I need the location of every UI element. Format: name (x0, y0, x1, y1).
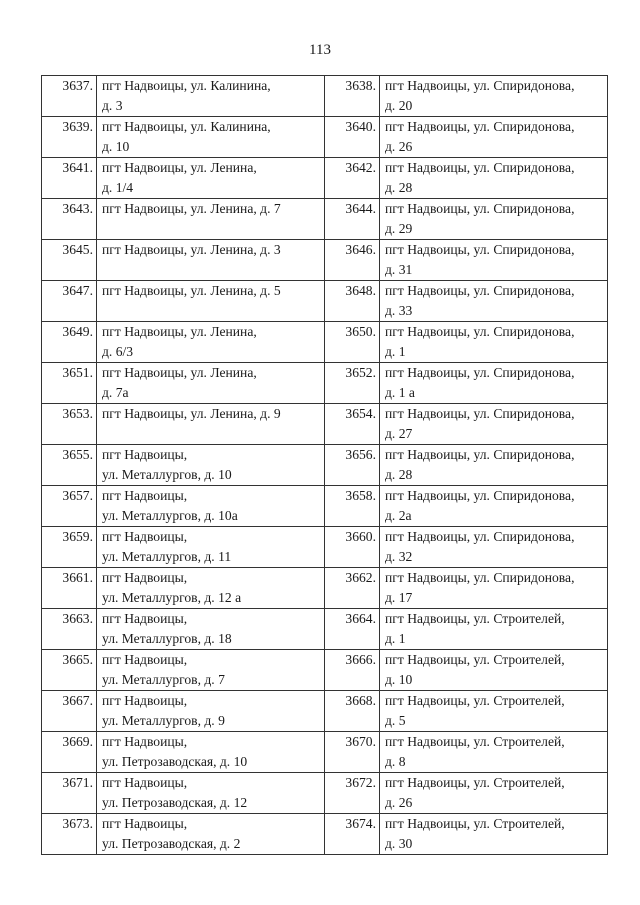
entry-address: пгт Надвоицы, ул. Металлургов, д. 9 (97, 691, 325, 732)
entry-number: 3668. (325, 691, 380, 732)
entry-number: 3664. (325, 609, 380, 650)
table-row (42, 650, 608, 691)
entry-number: 3670. (325, 732, 380, 773)
entry-address: пгт Надвоицы, ул. Ленина, д. 7а (97, 363, 325, 404)
entry-address: пгт Надвоицы, ул. Петрозаводская, д. 12 (97, 773, 325, 814)
entry-number: 3660. (325, 527, 380, 568)
entry-number: 3674. (325, 814, 380, 855)
entry-number: 3661. (42, 568, 97, 609)
entry-number: 3666. (325, 650, 380, 691)
entry-number: 3650. (325, 322, 380, 363)
entry-number: 3651. (42, 363, 97, 404)
entry-address: пгт Надвоицы, ул. Спиридонова, д. 2а (380, 486, 608, 527)
entry-number: 3646. (325, 240, 380, 281)
entry-address: пгт Надвоицы, ул. Спиридонова, д. 31 (380, 240, 608, 281)
entry-address: пгт Надвоицы, ул. Строителей, д. 30 (380, 814, 608, 855)
table-row (42, 240, 608, 281)
entry-address: пгт Надвоицы, ул. Ленина, д. 5 (97, 281, 325, 322)
table-row (42, 814, 608, 855)
entry-address: пгт Надвоицы, ул. Спиридонова, д. 28 (380, 445, 608, 486)
entry-address: пгт Надвоицы, ул. Спиридонова, д. 27 (380, 404, 608, 445)
entry-address: пгт Надвоицы, ул. Строителей, д. 10 (380, 650, 608, 691)
entry-number: 3647. (42, 281, 97, 322)
table-row (42, 117, 608, 158)
table-row (42, 773, 608, 814)
table-row (42, 404, 608, 445)
page-number: 113 (309, 42, 331, 58)
entry-address: пгт Надвоицы, ул. Петрозаводская, д. 2 (97, 814, 325, 855)
entry-number: 3645. (42, 240, 97, 281)
entry-number: 3639. (42, 117, 97, 158)
entry-address: пгт Надвоицы, ул. Спиридонова, д. 32 (380, 527, 608, 568)
table-row (42, 609, 608, 650)
entry-address: пгт Надвоицы, ул. Металлургов, д. 7 (97, 650, 325, 691)
entry-address: пгт Надвоицы, ул. Строителей, д. 26 (380, 773, 608, 814)
table-row (42, 76, 608, 117)
entry-number: 3673. (42, 814, 97, 855)
table-row (42, 568, 608, 609)
entry-number: 3665. (42, 650, 97, 691)
registry-body (42, 76, 608, 855)
entry-number: 3638. (325, 76, 380, 117)
entry-address: пгт Надвоицы, ул. Ленина, д. 1/4 (97, 158, 325, 199)
entry-address: пгт Надвоицы, ул. Ленина, д. 7 (97, 199, 325, 240)
entry-number: 3652. (325, 363, 380, 404)
entry-number: 3662. (325, 568, 380, 609)
entry-number: 3654. (325, 404, 380, 445)
entry-address: пгт Надвоицы, ул. Металлургов, д. 10а (97, 486, 325, 527)
entry-address: пгт Надвоицы, ул. Спиридонова, д. 26 (380, 117, 608, 158)
entry-number: 3649. (42, 322, 97, 363)
entry-address: пгт Надвоицы, ул. Спиридонова, д. 1 (380, 322, 608, 363)
entry-number: 3644. (325, 199, 380, 240)
entry-number: 3655. (42, 445, 97, 486)
entry-number: 3643. (42, 199, 97, 240)
entry-number: 3641. (42, 158, 97, 199)
entry-address: пгт Надвоицы, ул. Ленина, д. 9 (97, 404, 325, 445)
entry-number: 3653. (42, 404, 97, 445)
entry-address: пгт Надвоицы, ул. Спиридонова, д. 33 (380, 281, 608, 322)
entry-number: 3642. (325, 158, 380, 199)
entry-address: пгт Надвоицы, ул. Спиридонова, д. 20 (380, 76, 608, 117)
entry-number: 3671. (42, 773, 97, 814)
entry-address: пгт Надвоицы, ул. Ленина, д. 6/3 (97, 322, 325, 363)
entry-number: 3657. (42, 486, 97, 527)
entry-address: пгт Надвоицы, ул. Петрозаводская, д. 10 (97, 732, 325, 773)
entry-address: пгт Надвоицы, ул. Спиридонова, д. 29 (380, 199, 608, 240)
table-row (42, 732, 608, 773)
table-row (42, 486, 608, 527)
entry-address: пгт Надвоицы, ул. Калинина, д. 10 (97, 117, 325, 158)
entry-number: 3672. (325, 773, 380, 814)
entry-address: пгт Надвоицы, ул. Строителей, д. 5 (380, 691, 608, 732)
entry-number: 3663. (42, 609, 97, 650)
entry-address: пгт Надвоицы, ул. Спиридонова, д. 1 а (380, 363, 608, 404)
entry-number: 3648. (325, 281, 380, 322)
entry-address: пгт Надвоицы, ул. Ленина, д. 3 (97, 240, 325, 281)
table-row (42, 199, 608, 240)
table-row (42, 158, 608, 199)
table-row (42, 527, 608, 568)
entry-number: 3637. (42, 76, 97, 117)
entry-number: 3640. (325, 117, 380, 158)
entry-number: 3669. (42, 732, 97, 773)
entry-address: пгт Надвоицы, ул. Металлургов, д. 18 (97, 609, 325, 650)
entry-address: пгт Надвоицы, ул. Спиридонова, д. 17 (380, 568, 608, 609)
entry-address: пгт Надвоицы, ул. Металлургов, д. 10 (97, 445, 325, 486)
entry-number: 3667. (42, 691, 97, 732)
table-row (42, 691, 608, 732)
table-row (42, 322, 608, 363)
entry-address: пгт Надвоицы, ул. Металлургов, д. 12 а (97, 568, 325, 609)
entry-address: пгт Надвоицы, ул. Спиридонова, д. 28 (380, 158, 608, 199)
address-registry-table (41, 75, 608, 855)
entry-address: пгт Надвоицы, ул. Металлургов, д. 11 (97, 527, 325, 568)
entry-number: 3656. (325, 445, 380, 486)
table-row (42, 281, 608, 322)
entry-address: пгт Надвоицы, ул. Строителей, д. 1 (380, 609, 608, 650)
table-row (42, 445, 608, 486)
table-row (42, 363, 608, 404)
entry-number: 3658. (325, 486, 380, 527)
entry-number: 3659. (42, 527, 97, 568)
entry-address: пгт Надвоицы, ул. Строителей, д. 8 (380, 732, 608, 773)
entry-address: пгт Надвоицы, ул. Калинина, д. 3 (97, 76, 325, 117)
